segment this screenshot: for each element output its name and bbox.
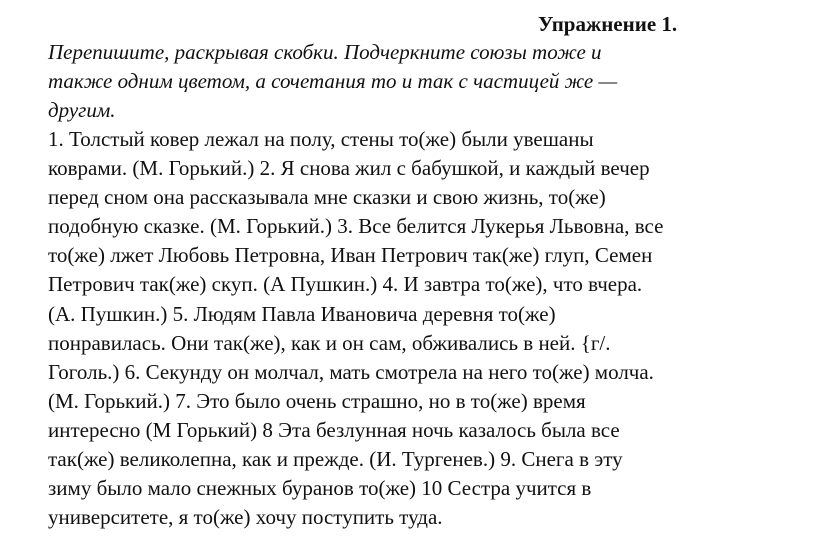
text-line: так(же) великолепна, как и прежде. (И. Тургенев.) 9. Снега в эту <box>48 447 623 472</box>
text-line: университете, я то(же) хочу поступить туда. <box>48 505 443 530</box>
text-line: подобную сказке. (М. Горький.) 3. Все белится Лукерья Львовна, все <box>48 214 664 239</box>
exercise-instruction <box>48 38 818 125</box>
text-line: зиму было мало снежных буранов то(же) 10 Сестра учится в <box>48 476 592 501</box>
text-line: коврами. (М. Горький.) 2. Я снова жил с бабушкой, и каждый вечер <box>48 156 650 181</box>
text-line: перед сном она рассказывала мне сказки и свою жизнь, то(же) <box>48 185 606 210</box>
exercise-sentences <box>48 125 818 532</box>
text-line: интересно (М Горький) 8 Эта безлунная ночь казалось была все <box>48 417 620 442</box>
exercise-title: Упражнение 1. <box>538 12 678 36</box>
text-line: Гоголь.) 6. Секунду он молчал, мать смотрела на него то(же) молча. <box>48 359 654 384</box>
text-line: то(же) лжет Любовь Петровна, Иван Петрович так(же) глуп, Семен <box>48 243 653 268</box>
text-line: (М. Горький.) 7. Это было очень страшно, но в то(же) время <box>48 388 586 413</box>
instruction-line: Перепишите, раскрывая скобки. Подчеркните союзы тоже и <box>48 40 602 64</box>
instruction-line: другим. <box>48 98 116 122</box>
instruction-line: также одним цветом, а сочетания то и так с частицей же — <box>48 69 618 93</box>
text-line: (А. Пушкин.) 5. Людям Павла Ивановича деревня то(же) <box>48 301 556 326</box>
text-line: 1. Толстый ковер лежал на полу, стены то(же) были увешаны <box>48 127 594 151</box>
exercise-page <box>48 10 818 532</box>
text-line: понравилась. Они так(же), как и он сам, обживались в ней. {г/. <box>48 330 611 355</box>
text-line: Петрович так(же) скуп. (А Пушкин.) 4. И завтра то(же), что вчера. <box>48 272 643 297</box>
